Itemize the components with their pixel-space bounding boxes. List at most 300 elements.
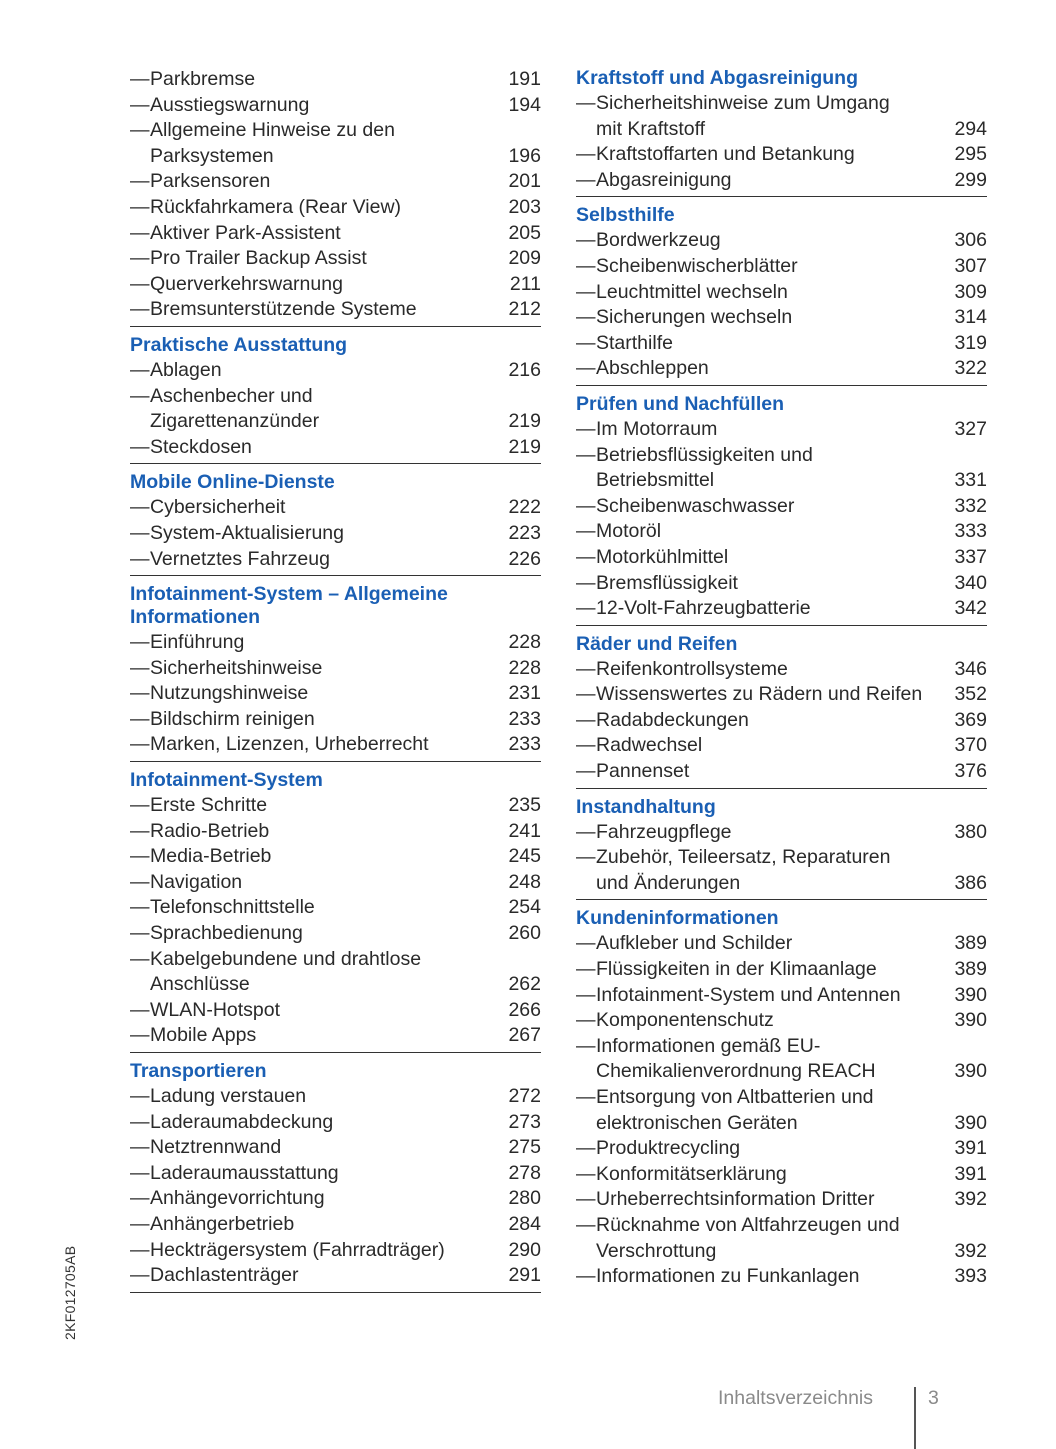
toc-entry[interactable] (130, 681, 541, 707)
dash-bullet: — (130, 922, 150, 945)
dash-bullet: — (130, 547, 150, 570)
entry-page-number: 260 (508, 922, 541, 945)
toc-entry[interactable] (576, 331, 987, 357)
entry-label: Telefonschnittstelle (150, 896, 315, 919)
toc-entry[interactable] (576, 1187, 987, 1213)
entry-page-number: 331 (954, 469, 987, 492)
toc-section (576, 204, 987, 386)
dash-bullet: — (576, 306, 596, 329)
entry-page-number: 248 (508, 870, 541, 893)
entry-label: Rücknahme von Altfahrzeugen und Verschrottung (596, 1213, 900, 1262)
entry-label: Komponentenschutz (596, 1009, 774, 1032)
toc-column-left (130, 67, 541, 1300)
toc-entry[interactable] (130, 732, 541, 758)
toc-entry[interactable] (130, 272, 541, 298)
toc-entry[interactable] (130, 1084, 541, 1110)
entry-page-number: 333 (954, 520, 987, 543)
dash-bullet: — (130, 1085, 150, 1107)
toc-entry[interactable] (130, 1263, 541, 1289)
toc-entry[interactable] (130, 921, 541, 947)
entry-label: Netztrennwand (150, 1136, 282, 1159)
toc-entry[interactable] (130, 819, 541, 845)
toc-entry[interactable] (576, 1213, 987, 1264)
entry-page-number: 332 (954, 494, 987, 517)
dash-bullet: — (130, 870, 150, 893)
dash-bullet: — (130, 998, 150, 1021)
entry-label: Kraftstoffarten und Betankung (596, 143, 855, 166)
entry-page-number: 211 (509, 272, 541, 295)
dash-bullet: — (130, 170, 150, 193)
entry-label: Nutzungshinweise (150, 682, 309, 705)
entry-page-number: 219 (508, 435, 541, 458)
toc-entry[interactable] (576, 1136, 987, 1162)
toc-entry[interactable] (576, 142, 987, 168)
entry-page-number: 222 (508, 496, 541, 519)
toc-entry[interactable] (576, 1264, 987, 1290)
toc-entry[interactable] (576, 820, 987, 846)
entry-page-number: 306 (954, 229, 987, 252)
toc-entry[interactable] (576, 733, 987, 759)
toc-entry[interactable] (130, 195, 541, 221)
entry-label: Wissenswertes zu Rädern und Reifen (596, 683, 923, 706)
toc-entry[interactable] (576, 417, 987, 443)
entry-label: Leuchtmittel wechseln (596, 280, 788, 303)
entry-label: Aktiver Park-Assistent (150, 221, 341, 244)
dash-bullet: — (130, 656, 150, 679)
entry-label: Betriebsflüssigkeiten und Betriebsmittel (596, 443, 813, 492)
entry-page-number: 272 (508, 1085, 541, 1107)
entry-page-number: 291 (508, 1264, 541, 1287)
entry-label: Urheberrechtsinformation Dritter (596, 1188, 875, 1211)
entry-label: Marken, Lizenzen, Urheberrecht (150, 733, 429, 756)
entry-page-number: 273 (508, 1110, 541, 1133)
entry-label: Sicherungen wechseln (596, 306, 793, 329)
dash-bullet: — (576, 331, 596, 354)
entry-label: Cybersicherheit (150, 496, 286, 519)
entry-page-number: 386 (954, 871, 987, 894)
entry-page-number: 391 (954, 1162, 987, 1185)
dash-bullet: — (576, 958, 596, 981)
entry-label: Scheibenwischerblätter (596, 254, 798, 277)
toc-entry[interactable] (130, 870, 541, 896)
toc-entry[interactable] (130, 547, 541, 573)
dash-bullet: — (576, 683, 596, 706)
toc-entry[interactable] (576, 1008, 987, 1034)
entry-page-number: 342 (954, 597, 987, 620)
dash-bullet: — (130, 819, 150, 842)
entry-label: Aschenbecher und Zigarettenanzünder (150, 384, 320, 433)
entry-page-number: 233 (508, 707, 541, 730)
entry-label: Fahrzeugpflege (596, 820, 732, 843)
entry-label: Bildschirm reinigen (150, 707, 315, 730)
entry-page-number: 294 (954, 117, 987, 140)
entry-label: Motorkühlmittel (596, 545, 729, 568)
toc-section (130, 471, 541, 576)
section-heading[interactable]: Kundeninformationen (576, 907, 779, 930)
toc-entry[interactable] (130, 384, 541, 435)
entry-label: Flüssigkeiten in der Klimaanlage (596, 958, 877, 981)
section-heading[interactable]: Mobile Online-Dienste (130, 471, 335, 494)
dash-bullet: — (130, 631, 150, 654)
entry-page-number: 245 (508, 845, 541, 868)
entry-label: Ablagen (150, 358, 222, 381)
section-heading[interactable]: Räder und Reifen (576, 632, 738, 655)
entry-page-number: 235 (508, 794, 541, 817)
toc-entry[interactable] (130, 947, 541, 998)
entry-page-number: 389 (954, 932, 987, 955)
entry-label: Bordwerkzeug (596, 229, 721, 252)
entry-page-number: 369 (954, 708, 987, 731)
dash-bullet: — (576, 597, 596, 620)
entry-page-number: 275 (508, 1136, 541, 1159)
entry-label: Navigation (150, 870, 243, 893)
entry-label: Ladung verstauen (150, 1085, 307, 1107)
entry-label: 12-Volt-Fahrzeugbatterie (596, 597, 811, 620)
entry-page-number: 346 (954, 657, 987, 680)
entry-label: Rückfahrkamera (Rear View) (150, 195, 402, 218)
entry-label: Anhängerbetrieb (150, 1212, 295, 1235)
entry-label: Anhängevorrichtung (150, 1187, 325, 1210)
dash-bullet: — (130, 435, 150, 458)
toc-entry[interactable] (130, 1135, 541, 1161)
toc-entry[interactable] (576, 228, 987, 254)
toc-entry[interactable] (130, 495, 541, 521)
dash-bullet: — (130, 1187, 150, 1210)
entry-page-number: 231 (508, 682, 541, 705)
dash-bullet: — (576, 983, 596, 1006)
toc-entry[interactable] (576, 596, 987, 622)
dash-bullet: — (576, 168, 596, 191)
toc-entry[interactable] (576, 280, 987, 306)
toc-entry[interactable] (130, 895, 541, 921)
toc-entry[interactable] (130, 998, 541, 1024)
entry-page-number: 370 (954, 734, 987, 757)
toc-section (130, 769, 541, 1053)
entry-label: System-Aktualisierung (150, 521, 344, 544)
entry-label: Informationen zu Funkanlagen (596, 1265, 860, 1288)
dash-bullet: — (130, 682, 150, 705)
section-heading[interactable]: Transportieren (130, 1060, 267, 1082)
entry-page-number: 219 (508, 410, 541, 433)
entry-page-number: 380 (954, 820, 987, 843)
dash-bullet: — (576, 143, 596, 166)
toc-entry[interactable] (576, 1162, 987, 1188)
entry-page-number: 327 (954, 417, 987, 440)
toc-entry[interactable] (130, 358, 541, 384)
entry-label: Abgasreinigung (596, 168, 732, 191)
toc-entry[interactable] (576, 168, 987, 194)
section-heading[interactable]: Instandhaltung (576, 795, 716, 818)
entry-label: Abschleppen (596, 357, 709, 380)
entry-label: Kabelgebundene und drahtlose Anschlüsse (150, 947, 422, 996)
toc-entry[interactable] (576, 254, 987, 280)
entry-page-number: 241 (508, 819, 541, 842)
entry-label: Konformitätserklärung (596, 1162, 787, 1185)
entry-page-number: 212 (508, 298, 541, 321)
toc-entry[interactable] (130, 656, 541, 682)
toc-column-right (576, 67, 987, 1300)
entry-label: Bremsflüssigkeit (596, 571, 738, 594)
dash-bullet: — (576, 846, 596, 869)
entry-label: Radabdeckungen (596, 708, 749, 731)
entry-label: Radio-Betrieb (150, 819, 270, 842)
entry-label: Pannenset (596, 760, 690, 783)
dash-bullet: — (576, 1162, 596, 1185)
entry-page-number: 280 (508, 1187, 541, 1210)
entry-page-number: 267 (508, 1024, 541, 1047)
entry-page-number: 223 (508, 521, 541, 544)
section-heading[interactable]: Infotainment-System – Allgemeine Informationen (130, 583, 448, 629)
toc-entry[interactable] (576, 1085, 987, 1136)
entry-page-number: 322 (954, 357, 987, 380)
footer-divider (914, 1387, 916, 1449)
entry-page-number: 284 (508, 1212, 541, 1235)
entry-label: Laderaumabdeckung (150, 1110, 334, 1133)
toc-entry[interactable] (130, 435, 541, 461)
entry-page-number: 337 (954, 545, 987, 568)
dash-bullet: — (576, 1034, 596, 1057)
toc-entry[interactable] (130, 1023, 541, 1049)
toc-entry[interactable] (130, 297, 541, 323)
entry-page-number: 278 (508, 1161, 541, 1184)
dash-bullet: — (576, 571, 596, 594)
toc-entry[interactable] (130, 1186, 541, 1212)
toc-entry[interactable] (130, 221, 541, 247)
toc-entry[interactable] (576, 443, 987, 494)
entry-label: Heckträgersystem (Fahrradträger) (150, 1238, 445, 1261)
dash-bullet: — (130, 707, 150, 730)
dash-bullet: — (576, 1137, 596, 1160)
entry-label: Pro Trailer Backup Assist (150, 247, 367, 270)
toc-entry[interactable] (576, 519, 987, 545)
entry-label: Starthilfe (596, 331, 673, 354)
entry-page-number: 233 (508, 733, 541, 756)
toc-entry[interactable] (576, 708, 987, 734)
entry-label: Aufkleber und Schilder (596, 932, 793, 955)
dash-bullet: — (130, 1136, 150, 1159)
toc-section (576, 393, 987, 626)
dash-bullet: — (576, 932, 596, 955)
entry-page-number: 390 (954, 1009, 987, 1032)
entry-page-number: 391 (954, 1137, 987, 1160)
dash-bullet: — (130, 298, 150, 321)
toc-entry[interactable] (130, 169, 541, 195)
section-heading[interactable]: Prüfen und Nachfüllen (576, 392, 785, 415)
toc-entry[interactable] (130, 844, 541, 870)
dash-bullet: — (130, 496, 150, 519)
entry-page-number: 216 (508, 358, 541, 381)
entry-page-number: 191 (508, 68, 541, 90)
entry-label: Erste Schritte (150, 794, 268, 817)
dash-bullet: — (576, 657, 596, 680)
entry-page-number: 194 (508, 93, 541, 116)
toc-entry[interactable] (130, 1161, 541, 1187)
toc-section (130, 334, 541, 464)
toc-section (576, 796, 987, 901)
entry-page-number: 390 (954, 1060, 987, 1083)
document-code: 2KF012705AB (62, 1245, 78, 1340)
dash-bullet: — (576, 1009, 596, 1032)
entry-label: Einführung (150, 631, 245, 654)
dash-bullet: — (576, 820, 596, 843)
entry-page-number: 209 (508, 247, 541, 270)
toc-entry[interactable] (576, 91, 987, 142)
entry-page-number: 196 (508, 144, 541, 167)
dash-bullet: — (576, 254, 596, 277)
entry-page-number: 314 (954, 306, 987, 329)
toc-section (576, 67, 987, 197)
toc-entry[interactable] (130, 118, 541, 169)
dash-bullet: — (576, 520, 596, 543)
toc-entry[interactable] (576, 931, 987, 957)
entry-label: Mobile Apps (150, 1024, 257, 1047)
dash-bullet: — (130, 119, 150, 142)
entry-label: Dachlastenträger (150, 1264, 299, 1287)
entry-label: Parksensoren (150, 170, 271, 193)
entry-page-number: 392 (954, 1188, 987, 1211)
entry-label: Sicherheitshinweise zum Umgang mit Kraftstoff (596, 92, 890, 140)
toc-entry[interactable] (130, 1238, 541, 1264)
section-heading[interactable]: Praktische Ausstattung (130, 333, 348, 356)
entry-label: Motoröl (596, 520, 662, 543)
toc-section (130, 67, 541, 327)
toc-entry[interactable] (130, 67, 541, 93)
dash-bullet: — (130, 384, 150, 407)
entry-label: Sicherheitshinweise (150, 656, 323, 679)
dash-bullet: — (576, 1086, 596, 1108)
dash-bullet: — (130, 247, 150, 270)
dash-bullet: — (576, 357, 596, 380)
dash-bullet: — (576, 443, 596, 466)
entry-label: Vernetztes Fahrzeug (150, 547, 330, 570)
entry-label: Bremsunterstützende Systeme (150, 298, 417, 321)
dash-bullet: — (130, 1024, 150, 1047)
dash-bullet: — (130, 272, 150, 295)
entry-page-number: 307 (954, 254, 987, 277)
dash-bullet: — (576, 1213, 596, 1236)
dash-bullet: — (576, 545, 596, 568)
toc-entry[interactable] (130, 793, 541, 819)
entry-page-number: 203 (508, 195, 541, 218)
toc-entry[interactable] (576, 571, 987, 597)
dash-bullet: — (576, 494, 596, 517)
toc-entry[interactable] (576, 759, 987, 785)
entry-label: Parkbremse (150, 68, 256, 90)
toc-entry[interactable] (576, 983, 987, 1009)
entry-label: WLAN-Hotspot (150, 998, 281, 1021)
toc-entry[interactable] (576, 1034, 987, 1085)
entry-page-number: 299 (954, 168, 987, 191)
entry-page-number: 266 (508, 998, 541, 1021)
dash-bullet: — (576, 734, 596, 757)
entry-page-number: 254 (508, 896, 541, 919)
section-heading[interactable]: Kraftstoff und Abgasreinigung (576, 67, 859, 89)
entry-label: Informationen gemäß EU- Chemikalienverordnung REACH (596, 1034, 876, 1083)
toc-entry[interactable] (576, 545, 987, 571)
toc-entry[interactable] (576, 682, 987, 708)
entry-page-number: 228 (508, 631, 541, 654)
dash-bullet: — (576, 708, 596, 731)
dash-bullet: — (576, 1265, 596, 1288)
toc-entry[interactable] (576, 845, 987, 896)
dash-bullet: — (130, 521, 150, 544)
entry-label: Radwechsel (596, 734, 703, 757)
toc-entry[interactable] (576, 305, 987, 331)
dash-bullet: — (130, 1238, 150, 1261)
toc-entry[interactable] (576, 657, 987, 683)
entry-page-number: 389 (954, 958, 987, 981)
section-heading[interactable]: Infotainment-System (130, 769, 323, 792)
entry-label: Entsorgung von Altbatterien und elektronischen Geräten (596, 1086, 874, 1134)
entry-page-number: 392 (954, 1239, 987, 1262)
dash-bullet: — (130, 221, 150, 244)
toc-entry[interactable] (130, 1110, 541, 1136)
section-heading[interactable]: Selbsthilfe (576, 204, 675, 227)
entry-label: Steckdosen (150, 435, 252, 458)
entry-page-number: 390 (954, 1111, 987, 1134)
dash-bullet: — (130, 1110, 150, 1133)
entry-page-number: 340 (954, 571, 987, 594)
dash-bullet: — (576, 280, 596, 303)
page-number: 3 (928, 1387, 939, 1409)
toc-section (576, 633, 987, 789)
dash-bullet: — (130, 68, 150, 90)
toc-entry[interactable] (576, 494, 987, 520)
entry-page-number: 352 (954, 683, 987, 706)
entry-label: Zubehör, Teileersatz, Reparaturen und Änderungen (596, 846, 891, 894)
entry-page-number: 309 (954, 280, 987, 303)
toc-entry[interactable] (130, 630, 541, 656)
toc-entry[interactable] (130, 246, 541, 272)
entry-label: Ausstiegswarnung (150, 93, 310, 116)
dash-bullet: — (130, 1264, 150, 1287)
entry-label: Allgemeine Hinweise zu den Parksystemen (150, 119, 395, 167)
toc-entry[interactable] (576, 957, 987, 983)
toc-entry[interactable] (130, 1212, 541, 1238)
entry-label: Scheibenwaschwasser (596, 494, 795, 517)
entry-label: Infotainment-System und Antennen (596, 983, 901, 1006)
dash-bullet: — (130, 947, 150, 970)
entry-page-number: 295 (954, 143, 987, 166)
dash-bullet: — (576, 92, 596, 114)
entry-page-number: 390 (954, 983, 987, 1006)
toc-entry[interactable] (130, 707, 541, 733)
dash-bullet: — (130, 845, 150, 868)
entry-page-number: 228 (508, 656, 541, 679)
toc-section (130, 1060, 541, 1293)
entry-page-number: 319 (954, 331, 987, 354)
entry-page-number: 201 (508, 170, 541, 193)
entry-page-number: 262 (508, 973, 541, 996)
toc-entry[interactable] (130, 521, 541, 547)
toc-entry[interactable] (130, 93, 541, 119)
entry-page-number: 393 (954, 1265, 987, 1288)
entry-label: Laderaumausstattung (150, 1161, 339, 1184)
dash-bullet: — (130, 1212, 150, 1235)
dash-bullet: — (576, 760, 596, 783)
entry-label: Produktrecycling (596, 1137, 741, 1160)
toc-section (130, 583, 541, 762)
toc-entry[interactable] (576, 356, 987, 382)
entry-page-number: 226 (508, 547, 541, 570)
dash-bullet: — (576, 229, 596, 252)
dash-bullet: — (130, 733, 150, 756)
entry-page-number: 205 (508, 221, 541, 244)
dash-bullet: — (130, 794, 150, 817)
entry-label: Media-Betrieb (150, 845, 272, 868)
dash-bullet: — (576, 1188, 596, 1211)
entry-label: Reifenkontrollsysteme (596, 657, 788, 680)
